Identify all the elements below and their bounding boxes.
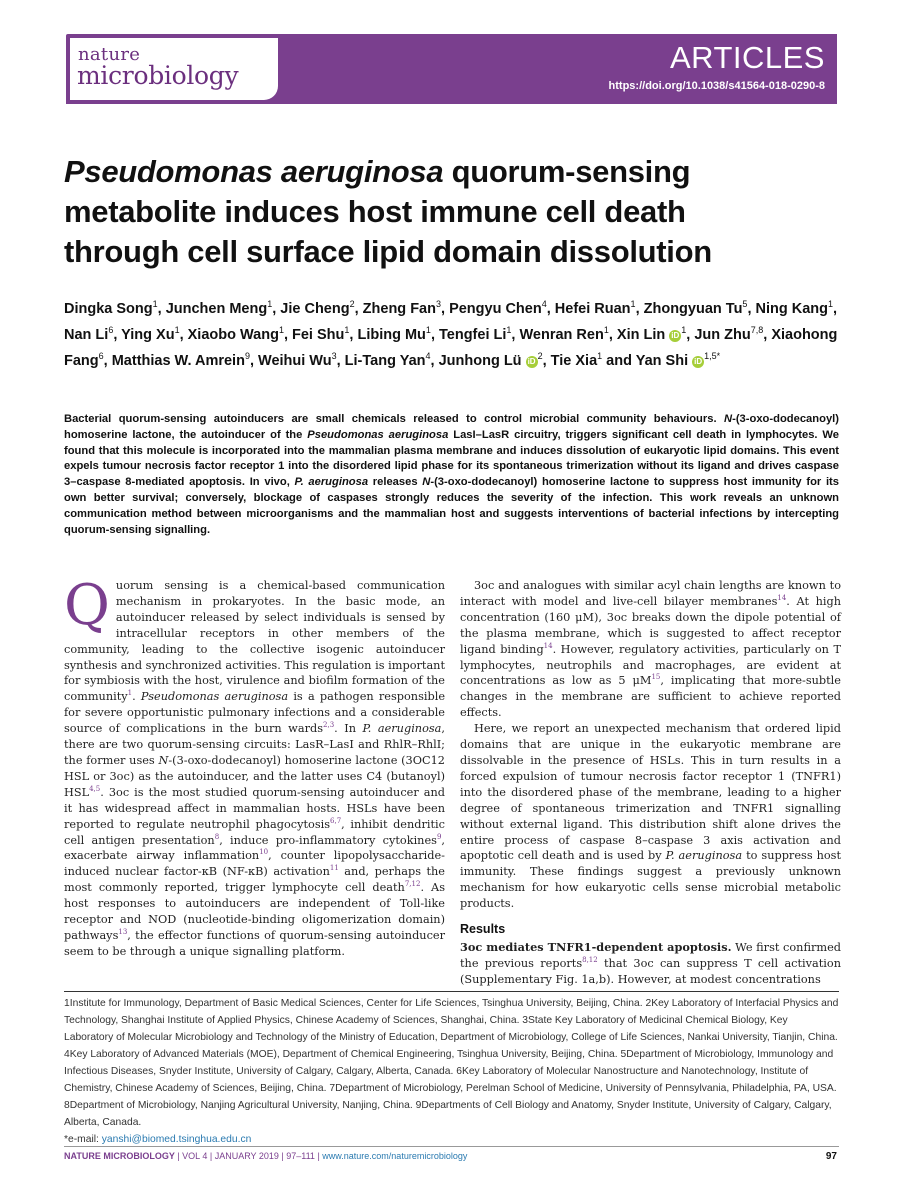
citation[interactable]: 8,12 xyxy=(582,955,598,964)
author-affiliation: 2 xyxy=(537,351,543,361)
email-link[interactable]: yanshi@biomed.tsinghua.edu.cn xyxy=(101,1134,252,1145)
abstract-text: releases xyxy=(368,476,423,489)
paragraph xyxy=(460,940,841,988)
citation[interactable]: 13 xyxy=(118,927,128,936)
author-name: Xin Lin xyxy=(616,327,666,343)
paragraph xyxy=(460,578,841,721)
text-run: Here, we report an unexpected mechanism that ordered lipid domains that are unique in the eukaryotic membrane are dissolvable in the presence of HSLs. This in turn results in a forced expulsion of tumour necrosis factor receptor 1 (TNFR1) into the disordered phase of the membrane, leading to a higher degree of spontaneous trimerization and TNFR1 signalling without external ligand. This distribution shift alone drives the entire process of caspase 8–caspase 3 axis activation and apoptotic cell death and is used by xyxy=(460,722,841,863)
logo-microbiology: microbiology xyxy=(77,61,239,90)
text-run: , exacerbate airway inflammation xyxy=(64,833,446,863)
author-affiliation: 9 xyxy=(244,351,250,361)
text-run: , induce pro-inflammatory cytokines xyxy=(219,833,437,847)
run-in-heading: 3oc mediates TNFR1-dependent apoptosis. xyxy=(460,939,732,954)
text-run: . In xyxy=(334,722,363,736)
paragraph xyxy=(64,573,446,960)
author-affiliation: 6 xyxy=(98,351,104,361)
affiliations-divider xyxy=(64,991,839,992)
text-run: , implicating that more-subtle changes in the membrane are sufficient to achieve reported effects. xyxy=(460,674,841,720)
text-run: , the effector functions of quorum-sensing autoinducer seem to be through a unique signalling platform. xyxy=(64,928,445,958)
title-line3: through cell surface lipid domain dissolution xyxy=(64,234,712,269)
citation[interactable]: 1 xyxy=(127,689,133,698)
citation[interactable]: 4,5 xyxy=(89,784,101,793)
text-run: that 3oc can suppress T cell activation (Supplementary Fig. 1a,b). However, at modest concentrations xyxy=(460,956,841,986)
text-run: . xyxy=(132,690,141,704)
drop-cap: Q xyxy=(64,573,110,638)
author-name: Wenran Ren xyxy=(519,327,604,343)
author-affiliation: 6 xyxy=(108,325,114,335)
paragraph xyxy=(460,721,841,912)
orcid-icon[interactable]: iD xyxy=(527,357,536,366)
author-affiliation: 1 xyxy=(506,325,512,335)
title-line1: quorum-sensing xyxy=(443,154,691,189)
text-run: to suppress host immunity. These findings suggest a previously unknown mechanism for how eukaryotic cells sense microbial metabolic products. xyxy=(460,849,842,911)
text-run: . At high concentration (160 μM), 3oc breaks down the dipole potential of the plasma membrane, which is suggested to affect receptor ligand binding xyxy=(460,594,841,656)
author-name: Jun Zhu xyxy=(694,327,751,343)
abstract xyxy=(64,412,839,538)
text-run: We first confirmed the previous reports xyxy=(460,940,842,970)
author-name: Nan Li xyxy=(64,327,109,343)
text-run: and, perhaps the most commonly reported, trigger lymphocyte cell death xyxy=(64,865,445,895)
text-run: . However, regulatory activities, particularly on T lymphocytes, neutrophils and macrophages, are evident at concentrations as low as 5 μM xyxy=(460,642,841,688)
title-species: Pseudomonas aeruginosa xyxy=(64,154,444,189)
author-affiliation: 2 xyxy=(349,299,355,309)
author-affiliation: 1 xyxy=(630,299,636,309)
text-run: uorum sensing is a chemical-based communication mechanism in prokaryotes. In the basic mode, an autoinducer released by select individuals is sensed by intracellular receptors in other members of the community, leading to the collective isogenic autoinducer synthesis and synchronized activities. This regulation is important for symbiosis with the host, virulence and biofilm formation of the community xyxy=(64,579,445,704)
citation[interactable]: 15 xyxy=(651,673,661,682)
section-heading-results: Results xyxy=(460,922,506,937)
author-affiliation: 1 xyxy=(597,351,603,361)
citation[interactable]: 10 xyxy=(259,848,269,857)
orcid-icon[interactable]: iD xyxy=(694,357,703,366)
author-name: Jie Cheng xyxy=(280,301,350,317)
author-name: Ying Xu xyxy=(121,327,175,343)
citation[interactable]: 8 xyxy=(214,832,220,841)
author-name: Xiaobo Wang xyxy=(187,327,279,343)
citation[interactable]: 9 xyxy=(436,832,442,841)
author-affiliation: 1,5* xyxy=(704,351,721,361)
author-name: Tengfei Li xyxy=(439,327,507,343)
author-affiliation: 1 xyxy=(267,299,273,309)
italic-run: P. aeruginosa xyxy=(665,849,743,863)
abstract-italic: Pseudomonas aeruginosa xyxy=(307,428,449,441)
author-affiliation: 1 xyxy=(681,325,687,335)
email-label: *e-mail: xyxy=(64,1134,102,1145)
footer-details: | VOL 4 | JANUARY 2019 | 97–111 | xyxy=(174,1151,323,1161)
text-run: . As host responses to autoinducers are independent of Toll-like receptor and NOD (nucleotide-binding oligomerization domain) pathways xyxy=(64,881,445,942)
footer-divider xyxy=(64,1146,839,1147)
author-affiliation: 3 xyxy=(435,299,441,309)
author-name: Xiaohong Fang xyxy=(64,327,838,369)
author-affiliation: 1 xyxy=(278,325,284,335)
author-name: Tie Xia xyxy=(550,353,598,369)
affiliations xyxy=(64,995,839,1148)
footer-journal: NATURE MICROBIOLOGY xyxy=(64,1151,175,1161)
italic-run: N xyxy=(158,753,169,767)
author-name: Ning Kang xyxy=(755,301,828,317)
doi-link[interactable]: https://doi.org/10.1038/s41564-018-0290-8 xyxy=(608,80,825,92)
page-number: 97 xyxy=(825,1151,837,1162)
author-name: Matthias W. Amrein xyxy=(111,353,245,369)
abstract-text: -(3-oxo-dodecanoyl) homoserine lactone to suppress host immunity for its own better survival; conversely, blockage of caspases strongly reduces the severity of the infection. This work reveals an unknown communication method between microorganisms and the mammalian host and suggests interventions of bacterial infections by intercepting quorum-sensing signalling. xyxy=(64,476,840,536)
author-name: Libing Mu xyxy=(357,327,426,343)
author-name: Fei Shu xyxy=(292,327,345,343)
citation[interactable]: 14 xyxy=(543,641,553,650)
author-name: Hefei Ruan xyxy=(554,301,631,317)
article-title xyxy=(64,152,834,272)
abstract-text: Bacterial quorum-sensing autoinducers are small chemicals released to control microbial community behaviours. xyxy=(64,413,724,425)
text-run: , counter lipopolysaccharide-induced nuclear factor-κB (NF-κB) activation xyxy=(64,849,445,879)
italic-run: Pseudomonas aeruginosa xyxy=(140,690,289,704)
author-affiliation: 1 xyxy=(603,325,609,335)
text-run: . 3oc is the most studied quorum-sensing autoinducer and it has widespread affect in mammalian hosts. HSLs have been reported to regulate neutrophil phagocytosis xyxy=(64,785,445,831)
footer-url[interactable]: www.nature.com/naturemicrobiology xyxy=(322,1151,468,1161)
affiliations-text: 1Institute for Immunology, Department of Basic Medical Sciences, Center for Life Sciences, Tsinghua University, Beijing, China. 2Key Laboratory of Interfacial Physics and Technology, Shanghai Institute of Applied Physics, Chinese Academy of Sciences, Shanghai, China. 3State Key Laboratory of Medicinal Chemical Biology, Key Laboratory of Molecular Microbiology and Technology of the Ministry of Education, Department of Microbiology, College of Life Sciences, Nankai University, Tianjin, China. 4Key Laboratory of Advanced Materials (MOE), Department of Chemical Engineering, Tsinghua University, Beijing, China. 5Department of Microbiology, Immunology and Infectious Diseases, Snyder Institute, University of Calgary, Calgary, Alberta, Canada. 6Key Laboratory of Molecular Nanostructure and Nanotechnology, Institute of Chemistry, Chinese Academy of Sciences, Beijing, China. 7Department of Microbiology, Perelman School of Medicine, University of Pennsylvania, Philadelphia, PA, USA. 8Department of Microbiology, Nanjing Agricultural University, Nanjing, China. 9Departments of Cell Biology and Anatomy, Snyder Institute, University of Calgary, Calgary, Alberta, Canada. xyxy=(64,998,839,1128)
body-column-right xyxy=(460,578,841,988)
author-name: Junhong Lü xyxy=(438,353,522,369)
text-run: -(3-oxo-dodecanoyl) homoserine lactone (3OC12 HSL or 3oc) as the autoinducer, and the latter uses C4 (butanoyl) HSL xyxy=(64,753,445,799)
author-affiliation: 1 xyxy=(828,299,834,309)
abstract-italic: N xyxy=(724,413,733,425)
author-name: Weihui Wu xyxy=(258,353,332,369)
author-affiliation: 1 xyxy=(344,325,350,335)
citation[interactable]: 6,7 xyxy=(330,816,342,825)
logo-nature: nature xyxy=(78,44,141,65)
footer xyxy=(64,1151,467,1161)
author-affiliation: 4 xyxy=(425,351,431,361)
author-affiliation: 3 xyxy=(331,351,337,361)
author-affiliation: 4 xyxy=(541,299,547,309)
abstract-text: -(3-oxo-dodecanoyl) homoserine lactone, the autoinducer of the xyxy=(64,413,839,441)
text-run: , inhibit dendritic cell antigen presentation xyxy=(64,817,445,847)
author-name: Yan Shi xyxy=(635,353,689,369)
author-name: Zhongyuan Tu xyxy=(643,301,743,317)
text-run: is a pathogen responsible for severe opportunistic pulmonary infections and a considerable source of complications in the burn wards xyxy=(64,690,446,736)
author-name: Zheng Fan xyxy=(362,301,436,317)
author-name: Junchen Meng xyxy=(165,301,268,317)
section-label: ARTICLES xyxy=(669,40,825,75)
citation[interactable]: 7,12 xyxy=(404,880,421,889)
abstract-text: LasI–LasR circuitry, triggers significant cell death in lymphocytes. We found that this molecule is incorporated into the mammalian plasma membrane and induces dissolution of eukaryotic lipid domains. This event expels tumour necrosis factor receptor 1 into the disordered lipid phase for its spontaneous trimerization without its ligand and drives caspase 3–caspase 8-mediated apoptosis. In vivo, xyxy=(64,428,840,489)
abstract-italic: N xyxy=(422,476,431,489)
author-name: Dingka Song xyxy=(64,301,153,317)
author-name: Li-Tang Yan xyxy=(344,353,426,369)
title-line2: metabolite induces host immune cell death xyxy=(64,194,686,229)
abstract-italic: P. aeruginosa xyxy=(294,476,369,489)
text-run: 3oc and analogues with similar acyl chain lengths are known to interact with model and live-cell bilayer membranes xyxy=(460,579,841,608)
author-affiliation: 1 xyxy=(425,325,431,335)
citation[interactable]: 14 xyxy=(777,593,787,602)
citation[interactable]: 11 xyxy=(329,864,339,873)
author-affiliation: 1 xyxy=(152,299,158,309)
citation[interactable]: 2,3 xyxy=(323,721,335,730)
author-list: Dingka Song$^1$, Junchen Meng$^1$, Jie Cheng$^2$, Zheng Fan$^3$, Pengyu Chen$^4$, Hefei Ruan$^1$, Zhongyuan Tu$^5$, Ning Kang$^1$, Nan Li$^6$, Ying Xu$^1$, Xiaobo Wang$^1$, Fei Shu$^1$, Libing Mu$^1$, Tengfei Li$^1$, Wenran Ren$^1$, Xin Lin $iD^1$, Jun Zhu$^{7,8}$, Xiaohong Fang$^6$, Matthias W. Amrein$^9$, Weihui Wu$^3$, Li-Tang Yan$^4$, Junhong Lü $iD^2$, Tie Xia$^1$ and Yan Shi $iD^{1,5*}$ xyxy=(64,299,838,369)
author-affiliation: 1 xyxy=(174,325,180,335)
orcid-icon[interactable]: iD xyxy=(671,331,680,340)
body-column-left xyxy=(64,573,446,960)
text-run: , there are two quorum-sensing circuits: LasR–LasI and RhlR–RhlI; the former uses xyxy=(64,722,446,767)
author-affiliation: 5 xyxy=(742,299,748,309)
author-affiliation: 7,8 xyxy=(750,325,764,335)
italic-run: P. aeruginosa xyxy=(362,722,442,736)
author-name: Pengyu Chen xyxy=(449,301,542,317)
